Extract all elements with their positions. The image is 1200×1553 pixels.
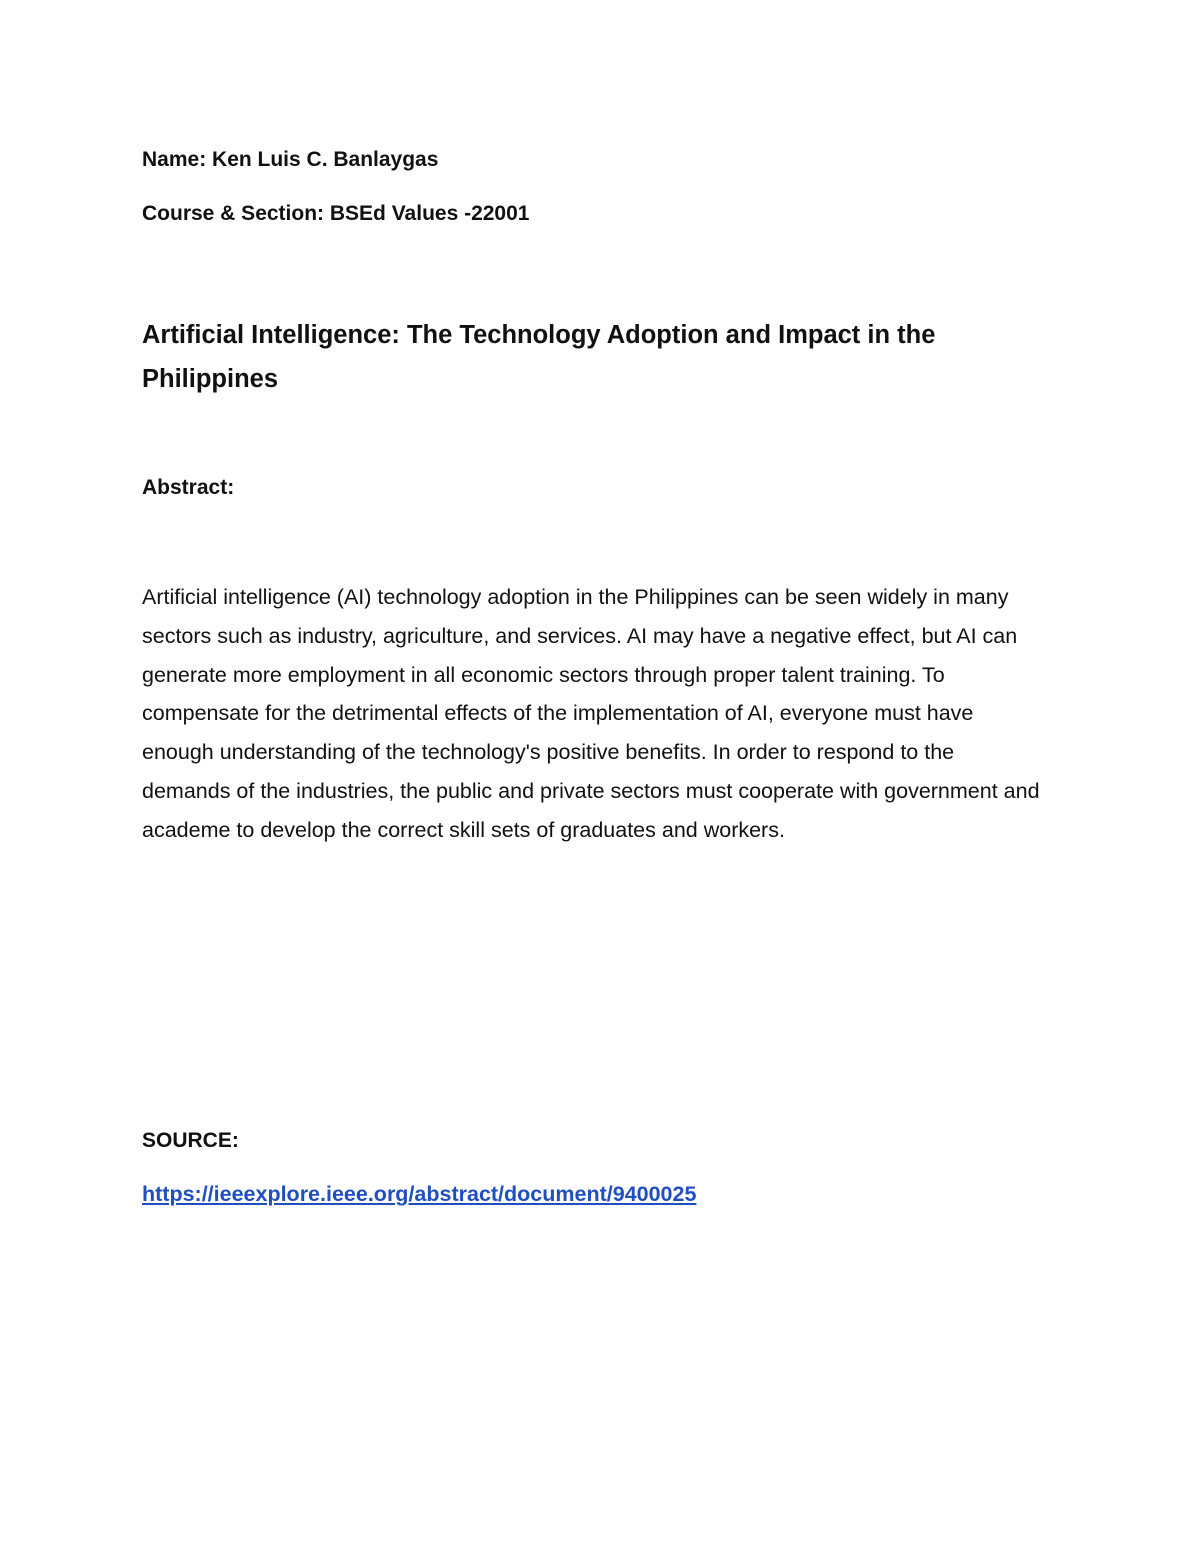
abstract-body: Artificial intelligence (AI) technology adoption in the Philippines can be seen widely in many sectors such as industry, agriculture, and services. AI may have a negative effect, but AI can generate more employment in all economic sectors through proper talent training. To compensate for the detrimental effects of the implementation of AI, everyone must have enough understanding of the technology's positive benefits. In order to respond to the demands of the industries, the public and private sectors must cooperate with government and academe to develop the correct skill sets of graduates and workers.	[142, 585, 1040, 842]
source-link[interactable]: https://ieeexplore.ieee.org/abstract/document/9400025	[142, 1182, 697, 1206]
document-title: Artificial Intelligence: The Technology Adoption and Impact in the Philippines	[142, 321, 936, 393]
abstract-heading: Abstract:	[142, 476, 235, 499]
course-section: Course & Section: BSEd Values -22001	[142, 202, 530, 225]
source-heading: SOURCE:	[142, 1129, 239, 1152]
student-name: Name: Ken Luis C. Banlaygas	[142, 148, 439, 171]
